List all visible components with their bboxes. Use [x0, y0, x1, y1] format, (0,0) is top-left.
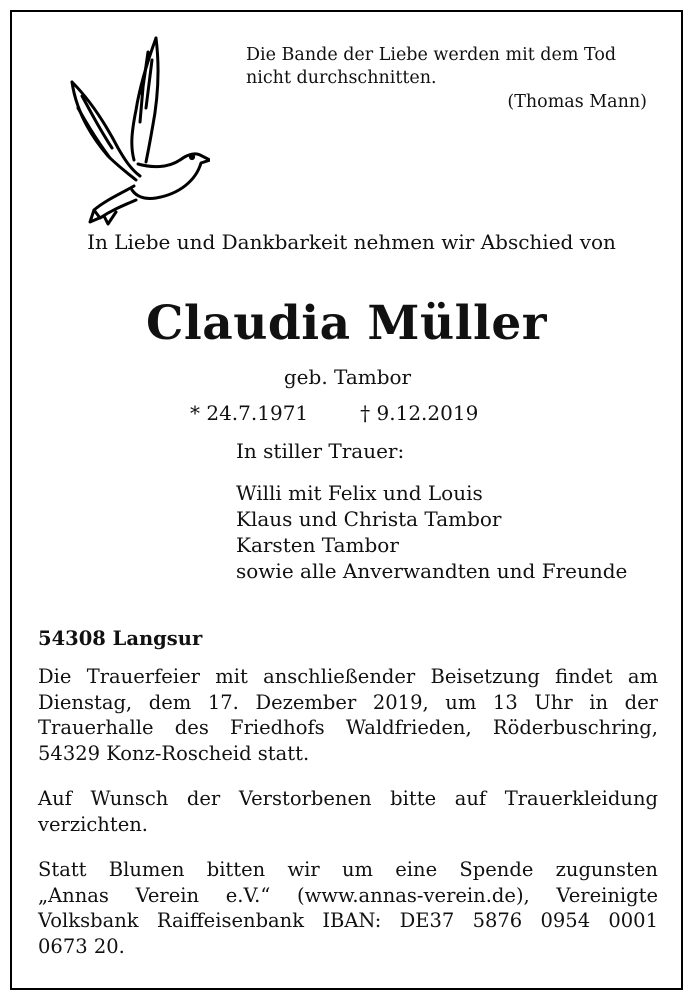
quote-author: (Thomas Mann): [507, 92, 647, 112]
dress-code-paragraph: [38, 786, 658, 837]
dove-icon: [60, 30, 210, 226]
mourning-heading: In stiller Trauer:: [236, 439, 405, 463]
death-date: † 9.12.2019: [360, 401, 479, 425]
funeral-info-paragraph: [38, 664, 658, 766]
text-line: Die Trauerfeier mit anschließender Beisetzung findet am: [38, 665, 658, 688]
obituary-notice: [10, 10, 683, 990]
text-line: Statt Blumen bitten wir um eine Spende zugunsten: [38, 858, 658, 881]
text-line: Volksbank Raiffeisenbank IBAN: DE37 5876 0954 0001: [38, 909, 658, 932]
life-dates: [190, 401, 478, 425]
quote: [246, 44, 658, 90]
mourners-list: [236, 480, 627, 584]
birth-date: * 24.7.1971: [190, 401, 309, 425]
quote-line: nicht durchschnitten.: [246, 68, 437, 88]
mourner: Willi mit Felix und Louis: [236, 481, 483, 505]
text-line: verzichten.: [38, 812, 149, 836]
mourner: sowie alle Anverwandten und Freunde: [236, 559, 628, 583]
text-line: „Annas Verein e.V.“ (www.annas-verein.de), Vereinigte: [38, 883, 658, 907]
mourner: Karsten Tambor: [236, 533, 399, 557]
mourner: Klaus und Christa Tambor: [236, 507, 502, 531]
deceased-name: Claudia Müller: [146, 296, 547, 351]
donation-paragraph: [38, 857, 658, 959]
quote-line: Die Bande der Liebe werden mit dem Tod: [246, 45, 617, 65]
text-line: 0673 20.: [38, 934, 125, 958]
text-line: 54329 Konz-Roscheid statt.: [38, 741, 310, 765]
text-line: Auf Wunsch der Verstorbenen bitte auf Trauerkleidung: [38, 787, 658, 810]
birth-name: geb. Tambor: [283, 365, 412, 389]
text-line: Dienstag, dem 17. Dezember 2019, um 13 Uhr in der: [38, 690, 658, 714]
intro-line: In Liebe und Dankbarkeit nehmen wir Abschied von: [87, 230, 616, 254]
text-line: Trauerhalle des Friedhofs Waldfrieden, Röderbuschring,: [38, 716, 658, 739]
city: 54308 Langsur: [38, 627, 203, 650]
